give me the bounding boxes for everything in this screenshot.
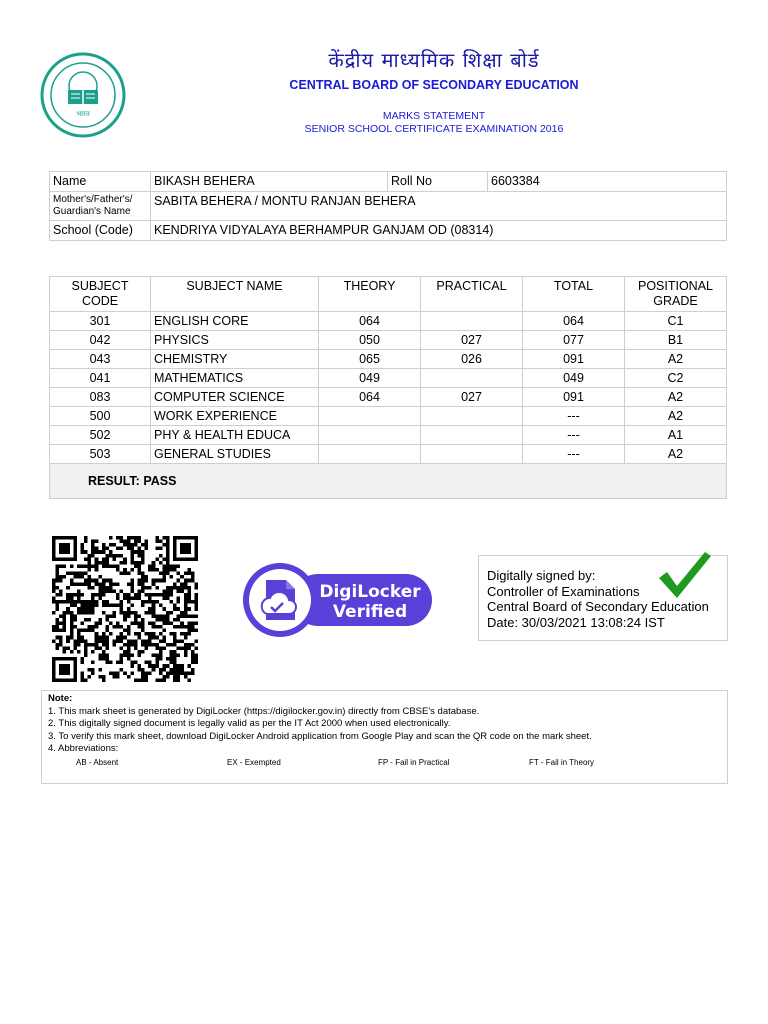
total-marks: --- (523, 426, 625, 445)
note-item: 4. Abbreviations: (48, 743, 119, 754)
positional-grade: C1 (625, 312, 727, 331)
roll-number: 6603384 (488, 172, 727, 192)
note-item: 3. To verify this mark sheet, download DigiLocker Android application from Google Play and scan the QR code on the mark sheet. (48, 730, 592, 742)
svg-text:Verified: Verified (332, 602, 408, 622)
name-label: Name (50, 172, 151, 192)
abbr-exempted: EX - Exempted (227, 757, 281, 767)
digilocker-verified-badge (240, 560, 436, 640)
positional-grade: A2 (625, 350, 727, 369)
subject-code: 301 (50, 312, 151, 331)
header-subject-code: SUBJECT CODE (50, 277, 151, 312)
header-grade: POSITIONAL GRADE (625, 277, 727, 312)
abbr-fail-practical: FP - Fail in Practical (378, 757, 450, 767)
theory-marks: 064 (319, 388, 421, 407)
total-marks: 091 (523, 388, 625, 407)
positional-grade: A2 (625, 407, 727, 426)
subject-code: 041 (50, 369, 151, 388)
theory-marks: 049 (319, 369, 421, 388)
document-type: MARKS STATEMENT (382, 110, 486, 122)
theory-marks: 050 (319, 331, 421, 350)
subject-code: 503 (50, 445, 151, 464)
subject-name: ENGLISH CORE (151, 312, 319, 331)
positional-grade: B1 (625, 331, 727, 350)
board-name: CENTRAL BOARD OF SECONDARY EDUCATION (289, 78, 579, 92)
marks-row (50, 388, 727, 407)
total-marks: 091 (523, 350, 625, 369)
subject-code: 042 (50, 331, 151, 350)
theory-marks (319, 407, 421, 426)
note-item: 2. This digitally signed document is legally valid as per the IT Act 2000 when used electronically. (48, 718, 451, 729)
total-marks: 064 (523, 312, 625, 331)
practical-marks (421, 445, 523, 464)
total-marks: --- (523, 407, 625, 426)
subject-name: WORK EXPERIENCE (151, 407, 319, 426)
subject-code: 502 (50, 426, 151, 445)
marks-row (50, 369, 727, 388)
header-total: TOTAL (523, 277, 625, 312)
notes-section (41, 690, 728, 784)
subject-name: COMPUTER SCIENCE (151, 388, 319, 407)
header-theory: THEORY (319, 277, 421, 312)
qr-code (49, 536, 201, 682)
positional-grade: A1 (625, 426, 727, 445)
notes-title: Note: (48, 693, 73, 704)
abbr-fail-theory: FT - Fail in Theory (529, 757, 595, 767)
abbreviations (48, 757, 721, 770)
abbr-absent: AB - Absent (76, 757, 119, 767)
marks-table (49, 276, 727, 499)
school-label: School (Code) (50, 221, 151, 241)
student-info-table (49, 171, 727, 241)
theory-marks (319, 426, 421, 445)
student-name: BIKASH BEHERA (151, 172, 388, 192)
subject-name: GENERAL STUDIES (151, 445, 319, 464)
theory-marks (319, 445, 421, 464)
practical-marks (421, 426, 523, 445)
positional-grade: A2 (625, 388, 727, 407)
positional-grade: C2 (625, 369, 727, 388)
roll-label: Roll No (388, 172, 488, 192)
school-name: KENDRIYA VIDYALAYA BERHAMPUR GANJAM OD (08314) (151, 221, 727, 241)
total-marks: 077 (523, 331, 625, 350)
header-practical: PRACTICAL (421, 277, 523, 312)
marks-row (50, 350, 727, 369)
marks-row (50, 407, 727, 426)
subject-name: PHY & HEALTH EDUCA (151, 426, 319, 445)
subject-name: MATHEMATICS (151, 369, 319, 388)
exam-name: SENIOR SCHOOL CERTIFICATE EXAMINATION 2016 (304, 123, 564, 135)
marks-row (50, 445, 727, 464)
subject-code: 043 (50, 350, 151, 369)
signature-text: Digitally signed by: Controller of Examinations Central Board of Secondary Education Date: 30/03/2021 13:08:24 IST (487, 568, 709, 630)
board-name-hindi: केंद्रीय माध्यमिक शिक्षा बोर्ड (328, 48, 540, 72)
practical-marks (421, 407, 523, 426)
marks-row (50, 312, 727, 331)
verified-check-icon (655, 548, 713, 602)
practical-marks: 026 (421, 350, 523, 369)
subject-name: CHEMISTRY (151, 350, 319, 369)
result-status: RESULT: PASS (50, 464, 727, 499)
theory-marks: 065 (319, 350, 421, 369)
marks-row (50, 426, 727, 445)
parent-names: SABITA BEHERA / MONTU RANJAN BEHERA (151, 192, 727, 221)
digital-signature-box (478, 555, 728, 641)
practical-marks (421, 369, 523, 388)
practical-marks (421, 312, 523, 331)
positional-grade: A2 (625, 445, 727, 464)
total-marks: 049 (523, 369, 625, 388)
subject-code: 083 (50, 388, 151, 407)
header-subject-name: SUBJECT NAME (151, 277, 319, 312)
total-marks: --- (523, 445, 625, 464)
practical-marks: 027 (421, 388, 523, 407)
theory-marks: 064 (319, 312, 421, 331)
svg-text:DigiLocker: DigiLocker (319, 582, 421, 602)
marks-row (50, 331, 727, 350)
note-item: 1. This mark sheet is generated by DigiLocker (https://digilocker.gov.in) directly from CBSE's database. (48, 705, 480, 717)
parent-label: Mother's/Father's/ Guardian's Name (50, 192, 151, 221)
cbse-logo (40, 52, 126, 138)
subject-name: PHYSICS (151, 331, 319, 350)
subject-code: 500 (50, 407, 151, 426)
svg-text:भारत: भारत (76, 111, 90, 118)
practical-marks: 027 (421, 331, 523, 350)
